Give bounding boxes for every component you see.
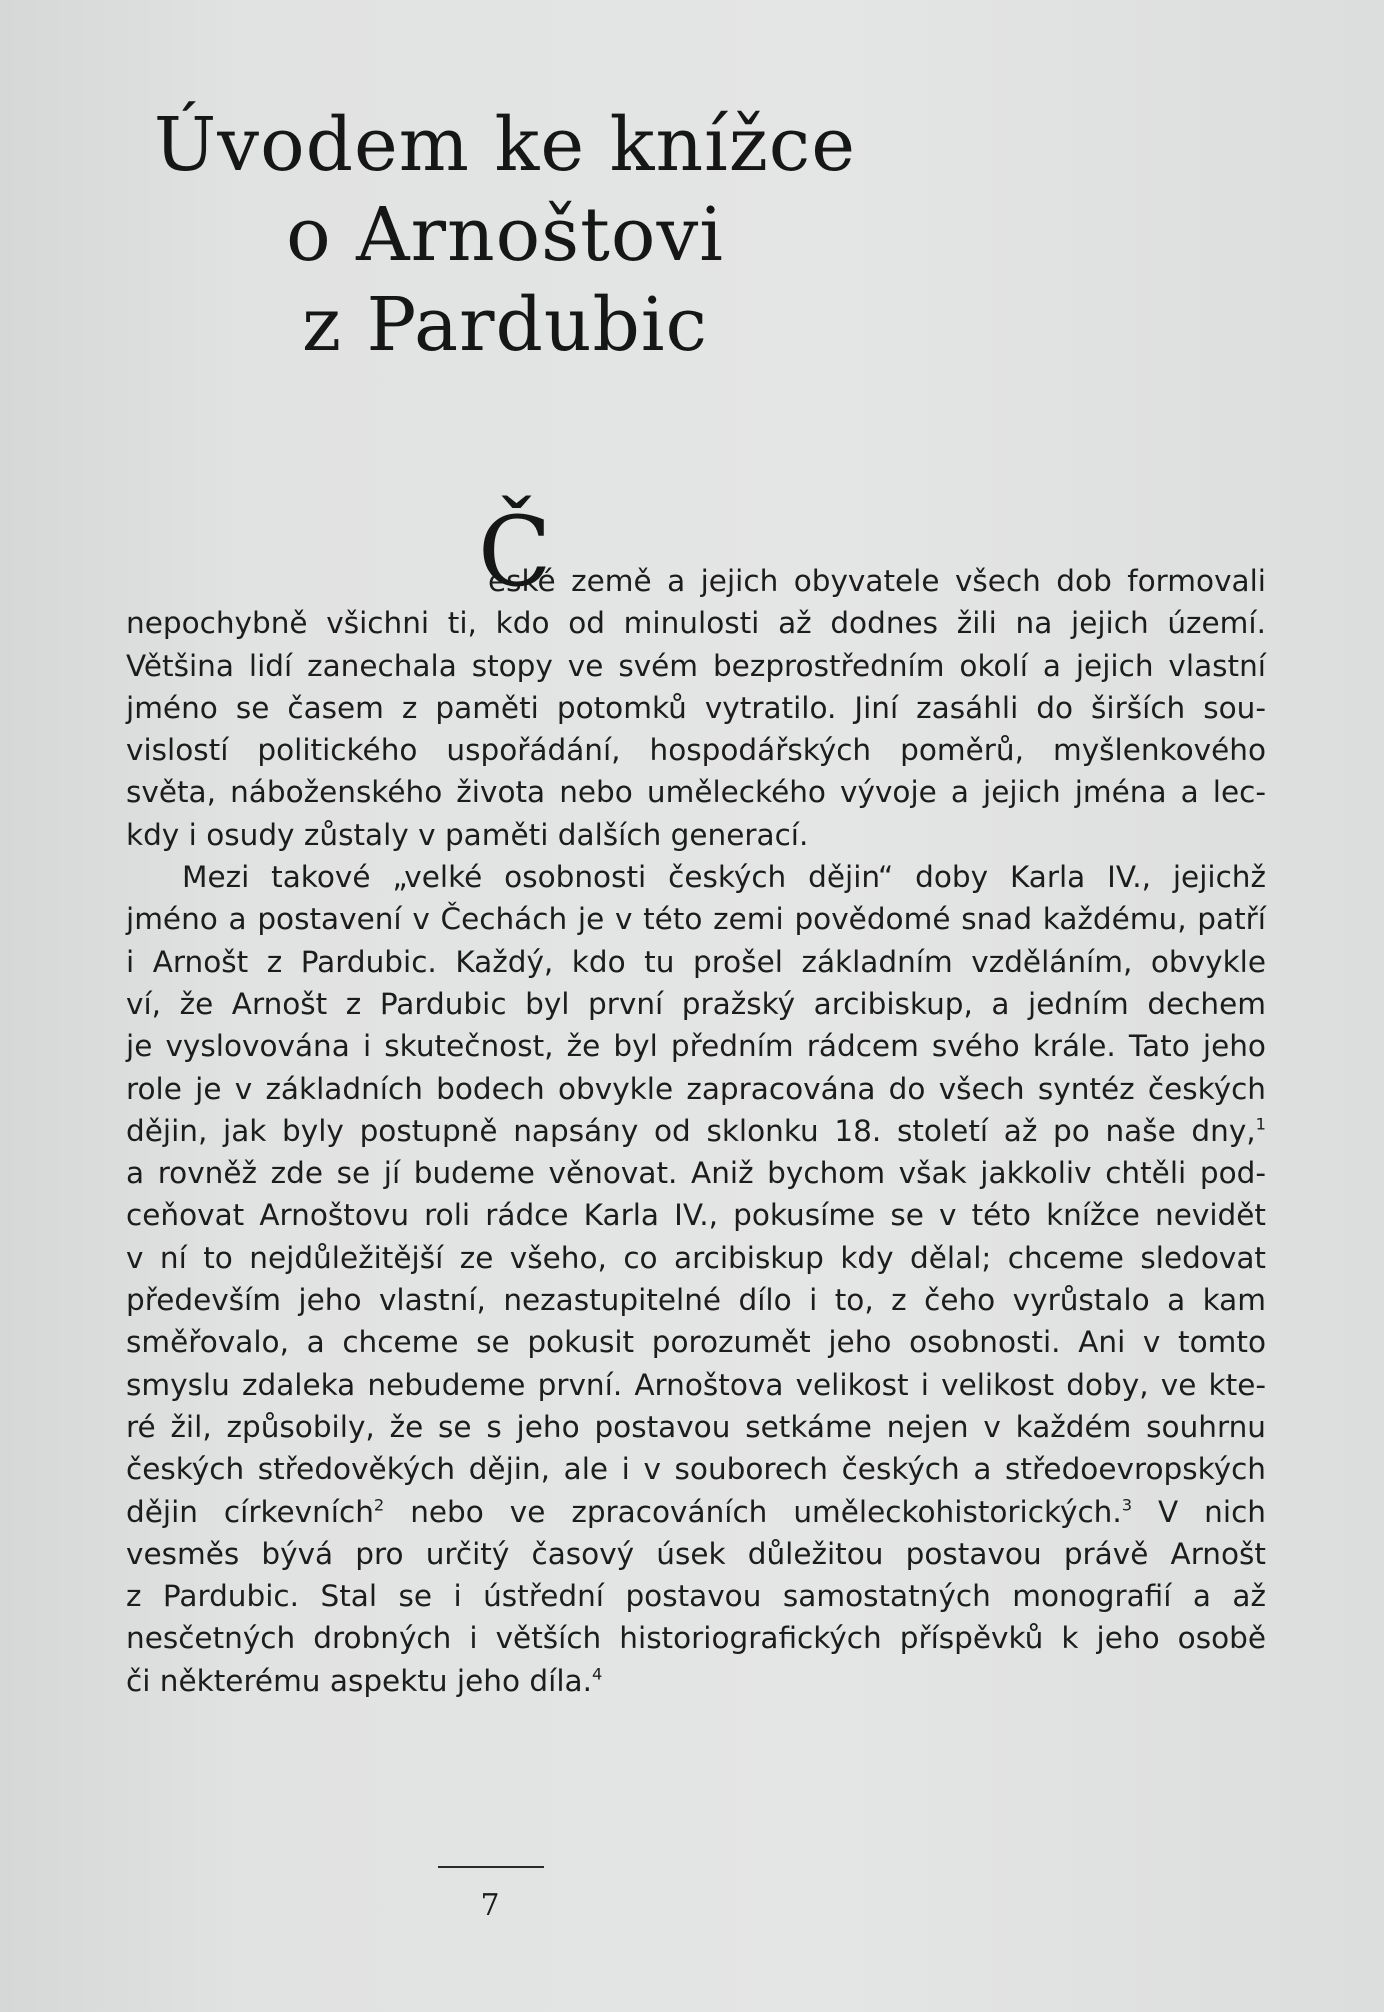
text-line: Většina lidí zanechala stopy ve svém bezprostředním okolí a jejich vlastní [126,648,1266,683]
text-line: ré žil, způsobily, že se s jeho postavou setkáme nejen v každém souhrnu [126,1409,1266,1444]
footnote-mark-1: 1 [1255,1114,1266,1134]
chapter-title-line-1: Úvodem ke knížce [153,102,857,188]
page-number-rule [438,1866,544,1868]
text-line: eské země a jejich obyvatele všech dob formovali [488,564,1266,598]
text-line: jméno se časem z paměti potomků vytratilo. Jiní zasáhli do širších sou- [126,690,1266,725]
text-line: ví, že Arnošt z Pardubic byl první pražský arcibiskup, a jedním dechem [126,986,1266,1021]
text-line: směřovalo, a chceme se pokusit porozumět jeho osobnosti. Ani v tomto [126,1325,1266,1360]
text-line: nesčetných drobných i větších historiografických příspěvků k jeho osobě [126,1621,1266,1656]
text-segment: nebo ve zpracováních uměleckohistorických. [384,1494,1122,1529]
text-line: vislostí politického uspořádání, hospodářských poměrů, myšlenkového [126,733,1266,768]
footnote-mark-4: 4 [591,1664,603,1684]
text-line: v ní to nejdůležitější ze všeho, co arcibiskup kdy dělal; chceme sledovat [126,1240,1266,1275]
text-line: nepochybně všichni ti, kdo od minulosti až dodnes žili na jejich území. [126,606,1266,641]
chapter-title-line-3: z Pardubic [302,282,708,368]
chapter-title [140,100,870,370]
text-line: českých středověkých dějin, ale i v souborech českých a středoevropských [126,1452,1266,1487]
drop-cap: Č [478,496,552,608]
text-line: je vyslovována i skutečnost, že byl předním rádcem svého krále. Tato jeho [126,1029,1266,1064]
footnote-mark-3: 3 [1121,1495,1133,1515]
text-line: především jeho vlastní, nezastupitelné dílo i to, z čeho vyrůstalo a kam [126,1283,1266,1318]
text-line: ceňovat Arnoštovu roli rádce Karla IV., pokusíme se v této knížce nevidět [126,1198,1266,1233]
body-text [126,496,1266,1702]
text-line: kdy i osudy zůstaly v paměti dalších generací. [126,817,809,852]
text-segment: dějin, jak byly postupně napsány od sklonku 18. století až po naše dny, [126,1113,1256,1148]
text-line: světa, náboženského života nebo uměleckého vývoje a jejich jména a lec- [126,775,1266,810]
footnote-mark-2: 2 [373,1495,385,1515]
text-segment: dějin církevních [126,1494,374,1529]
text-line: i Arnošt z Pardubic. Každý, kdo tu prošel základním vzděláním, obvykle [126,944,1266,979]
text-segment: či některému aspektu jeho díla. [126,1663,592,1698]
text-line: vesměs bývá pro určitý časový úsek důležitou postavou právě Arnošt [126,1536,1266,1571]
text-line-with-footnote [126,1110,1266,1152]
text-line-with-footnotes [126,1491,1266,1533]
chapter-title-line-2: o Arnoštovi [286,192,724,278]
text-line-with-footnote [126,1660,1266,1702]
text-line: role je v základních bodech obvykle zapracována do všech syntéz českých [126,1071,1266,1106]
page-number: 7 [480,1888,500,1923]
text-segment: V nich [1132,1494,1266,1529]
text-line: a rovněž zde se jí budeme věnovat. Aniž bychom však jakkoliv chtěli pod- [126,1156,1266,1191]
text-line: jméno a postavení v Čechách je v této zemi povědomé snad každému, patří [126,902,1266,937]
text-line: Mezi takové „velké osobnosti českých dějin“ doby Karla IV., jejichž [182,860,1266,895]
text-line: z Pardubic. Stal se i ústřední postavou samostatných monografií a až [126,1579,1266,1614]
text-line: smyslu zdaleka nebudeme první. Arnoštova velikost i velikost doby, ve kte- [126,1367,1266,1402]
